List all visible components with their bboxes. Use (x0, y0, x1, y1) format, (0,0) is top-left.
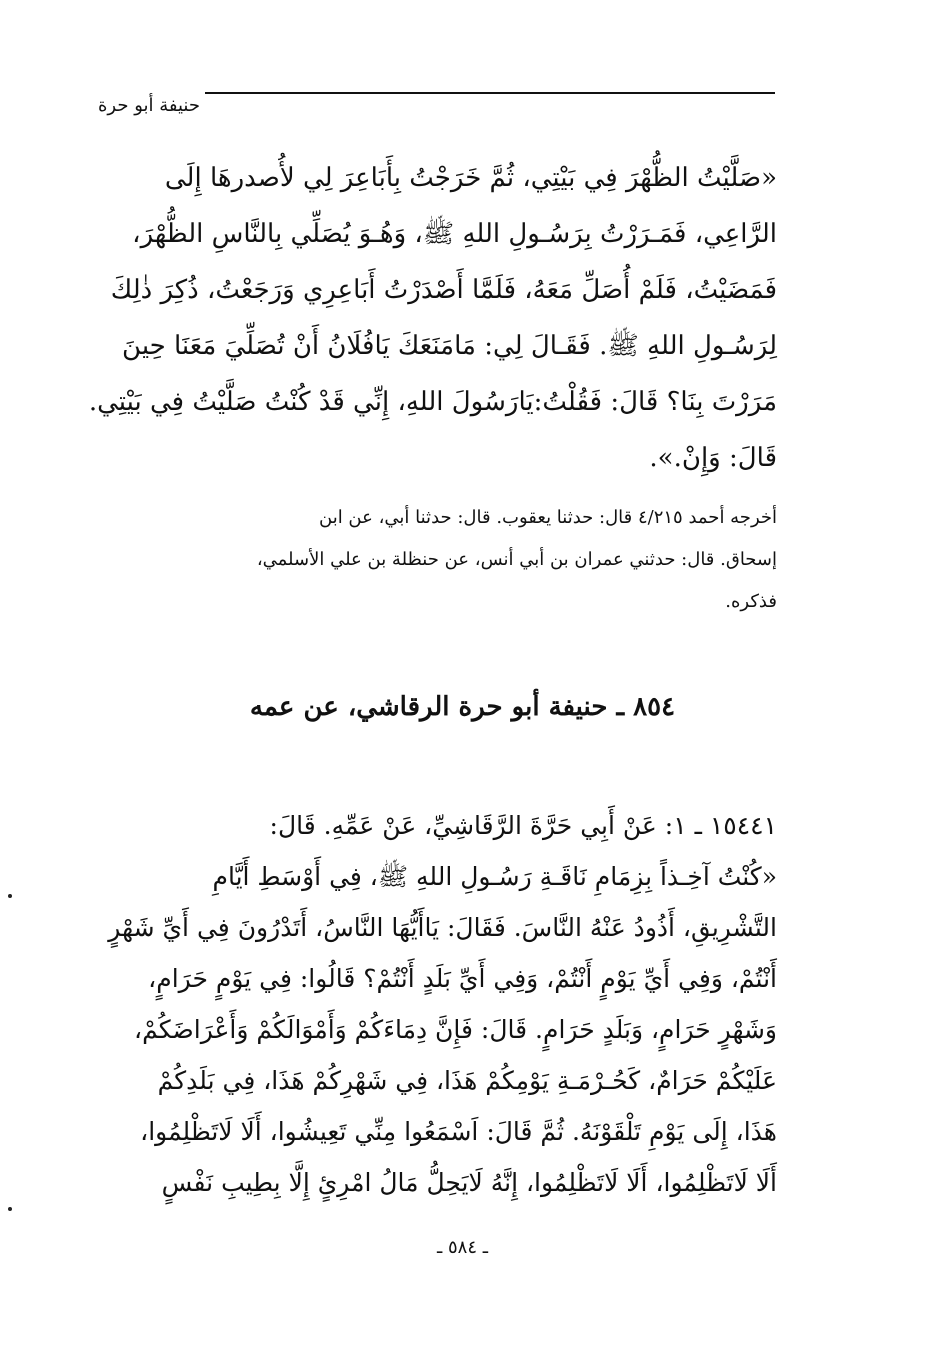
page-number: ـ ٥٨٤ ـ (436, 1237, 488, 1258)
scan-speck (8, 1207, 12, 1211)
text-line: وَشَهْرٍ حَرَامٍ، وَبَلَدٍ حَرَامٍ. قَالَ: فَإِنَّ دِمَاءَكُمْ وَأَمْوَالَكُمْ وَأَعْرَاضَكُمْ، (134, 1015, 777, 1044)
text-line: ١٥٤٤١ ـ ١: عَنْ أَبِي حَرَّةَ الرَّقَاشِيِّ، عَنْ عَمِّهِ. قَالَ: (269, 811, 777, 840)
header-rule (205, 92, 775, 94)
text-line: أَنْتُمْ، وَفِي أَيِّ يَوْمٍ أَنْتُمْ، وَفِي أَيِّ بَلَدٍ أَنْتُمْ؟ قَالُوا: فِي يَوْمٍ حَرَامٍ، (148, 964, 777, 993)
hadith-text-block (97, 800, 777, 1208)
text-line: أَلَا لَاتَظْلِمُوا، أَلَا لَاتَظْلِمُوا، إِنَّهُ لَايَحِلُّ مَالُ امْرِئٍ إِلَّا بِطِيبِ نَفْسٍ (161, 1168, 777, 1197)
text-line: هَذَا، إِلَى يَوْمِ تَلْقَوْنَهُ. ثُمَّ قَالَ: اَسْمَعُوا مِنِّي تَعِيشُوا، أَلَا لَاتَظْلِمُوا، (140, 1117, 777, 1146)
text-line: التَّشْرِيقِ، أَذُودُ عَنْهُ النَّاسَ. فَقَالَ: يَاأَيُّهَا النَّاسُ، أَتَدْرُونَ فِي أَيِّ شَهْرٍ (108, 913, 777, 942)
hadith-text-block (88, 150, 777, 486)
footnote-line: فذكره. (725, 591, 777, 612)
text-line: قَالَ: وَإِنْ.». (649, 443, 777, 473)
text-line: مَرَرْتَ بِنَا؟ قَالَ: فَقُلْتُ:يَارَسُولَ اللهِ، إِنِّي قَدْ كُنْتُ صَلَّيْتُ فِي بَيْتِي. (88, 387, 777, 417)
running-header-title: حنيفة أبو حرة (98, 95, 200, 116)
scan-speck (8, 894, 12, 898)
text-line: فَمَضَيْتُ، فَلَمْ أُصَلِّ مَعَهُ، فَلَمَّا أَصْدَرْتُ أَبَاعِرِي وَرَجَعْتُ، ذُكِرَ ذٰلِكَ (110, 275, 777, 305)
text-line: عَلَيْكُمْ حَرَامٌ، كَحُـرْمَـةِ يَوْمِكُمْ هَذَا، فِي شَهْرِكُمْ هَذَا، فِي بَلَدِكُمْ (157, 1066, 777, 1095)
takhrij-footnote (97, 497, 777, 623)
footnote-line: إسحاق. قال: حدثني عمران بن أبي أنس، عن حنظلة بن علي الأسلمي، (256, 549, 777, 570)
text-line: الرَّاعِي، فَمَـرَرْتُ بِرَسُـولِ اللهِ ﷺ، وَهُـوَ يُصَلِّي بِالنَّاسِ الظُّهْرَ، (132, 219, 777, 249)
text-line: لِرَسُـولِ اللهِ ﷺ. فَقَـالَ لِي: مَامَنَعَكَ يَافُلَانُ أَنْ تُصَلِّيَ مَعَنَا حِينَ (122, 331, 777, 361)
text-line: «كُنْتُ آخِـذاً بِزِمَامِ نَاقَـةِ رَسُـولِ اللهِ ﷺ، فِي أَوْسَطِ أَيَّامِ (212, 862, 777, 891)
text-line: «صَلَّيْتُ الظُّهْرَ فِي بَيْتِي، ثُمَّ خَرَجْتُ بِأَبَاعِرَ لِي لأُصدرهَا إِلَى (164, 163, 777, 193)
section-heading: ٨٥٤ ـ حنيفة أبو حرة الرقاشي، عن عمه (249, 692, 676, 722)
footnote-line: أخرجه أحمد ٤/٢١٥ قال: حدثنا يعقوب. قال: حدثنا أبي، عن ابن (319, 507, 777, 528)
